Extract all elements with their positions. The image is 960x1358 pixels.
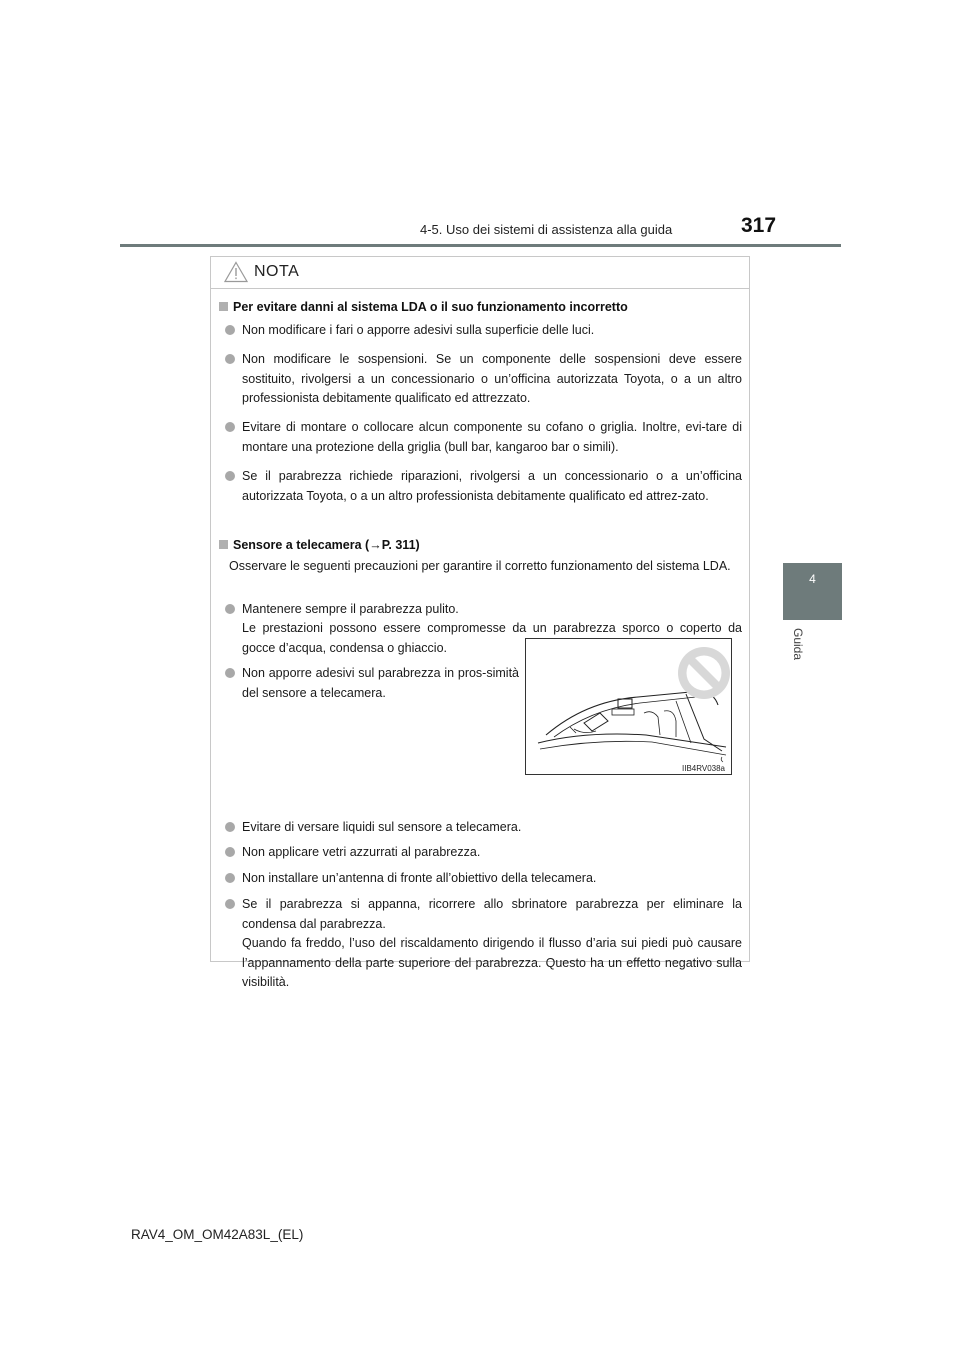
windshield-illustration (525, 638, 732, 775)
bullet-icon (225, 422, 235, 432)
list-item: Evitare di montare o collocare alcun componente su cofano o griglia. Inoltre, evi-tare di montare una protezione della griglia (bull bar, kangaroo bar o simili). (242, 418, 742, 457)
list-item: Mantenere sempre il parabrezza pulito. (242, 600, 742, 620)
bullet-icon (225, 822, 235, 832)
section-heading: Sensore a telecamera (→P. 311) (219, 538, 420, 552)
list-item: Se il parabrezza richiede riparazioni, rivolgersi a un concessionario o a un’officina autorizzata Toyota, o a un altro professionista debitamente qualificato ed attrez-zato. (242, 467, 742, 506)
section-title: 4-5. Uso dei sistemi di assistenza alla guida (420, 222, 673, 237)
document-code: RAV4_OM_OM42A83L_(EL) (131, 1227, 304, 1242)
nota-box (210, 256, 750, 989)
list-item: Evitare di versare liquidi sul sensore a telecamera. (242, 818, 742, 838)
bullet-icon (225, 604, 235, 614)
section-heading: Per evitare danni al sistema LDA o il suo funzionamento incorretto (219, 300, 628, 314)
header-divider (120, 244, 841, 247)
list-item: Non modificare le sospensioni. Se un componente delle sospensioni deve essere sostituito, rivolgersi a un concessionario o un’officina autorizzata Toyota, o a un altro professionista debitamente qualificato ed attrezzato. (242, 350, 742, 409)
list-item: Se il parabrezza si appanna, ricorrere allo sbrinatore parabrezza per eliminare la condensa dal parabrezza. (242, 895, 742, 934)
list-item: Non applicare vetri azzurrati al parabrezza. (242, 843, 742, 863)
list-item: Non apporre adesivi sul parabrezza in pros-simità del sensore a telecamera. (242, 664, 519, 703)
chapter-tab (783, 563, 842, 620)
bullet-icon (225, 354, 235, 364)
square-bullet-icon (219, 540, 228, 549)
chapter-label-wrap (791, 628, 819, 688)
nota-title: NOTA (254, 263, 300, 280)
bullet-icon (225, 471, 235, 481)
bullet-icon (225, 668, 235, 678)
warning-triangle-icon (224, 261, 248, 283)
list-item: Non installare un’antenna di fronte all’obiettivo della telecamera. (242, 869, 742, 889)
bullet-icon (225, 899, 235, 909)
chapter-label: Guida (791, 628, 805, 661)
section-intro: Osservare le seguenti precauzioni per garantire il corretto funzionamento del sistema LDA. (229, 559, 731, 573)
illustration-code: IIB4RV038a (682, 764, 725, 773)
list-item-continuation: Le prestazioni possono essere compromesse da un parabrezza sporco o coperto da gocce d’acqua, condensa o ghiaccio. (242, 621, 742, 655)
bullet-icon (225, 847, 235, 857)
square-bullet-icon (219, 302, 228, 311)
bullet-icon (225, 325, 235, 335)
nota-header (211, 257, 749, 289)
chapter-number: 4 (809, 572, 816, 586)
car-windshield-drawing (526, 639, 731, 774)
list-item: Non modificare i fari o apporre adesivi sulla superficie delle luci. (242, 321, 742, 341)
list-item-continuation: Quando fa freddo, l’uso del riscaldamento dirigendo il flusso d’aria sui piedi può causare l’appannamento della parte superiore del parabrezza. Questo ha un effetto negativo sulla visibilità. (242, 936, 742, 989)
page-number: 317 (741, 214, 777, 237)
prohibition-sign-icon (678, 647, 730, 699)
bullet-icon (225, 873, 235, 883)
